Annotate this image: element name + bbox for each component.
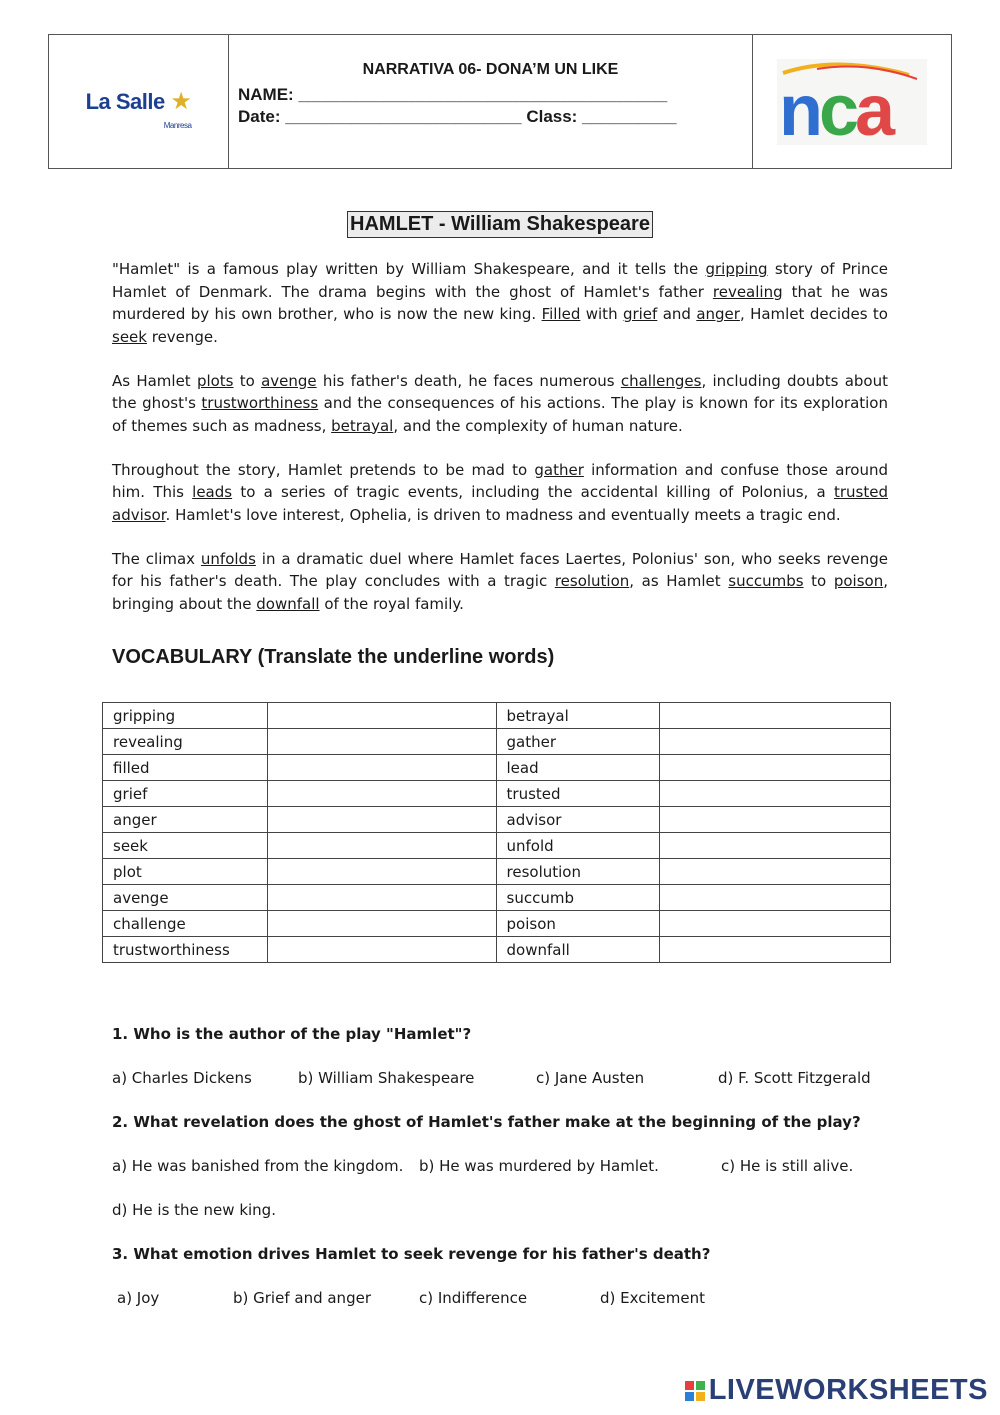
underlined-word: gather xyxy=(534,460,584,479)
translation-input[interactable] xyxy=(660,703,891,729)
translation-input[interactable] xyxy=(660,781,891,807)
underlined-word: leads xyxy=(192,483,233,501)
underlined-word: plots xyxy=(196,371,234,390)
answer-option[interactable]: c) Indifference xyxy=(419,1289,528,1307)
text-run: story of Prince Hamlet of Denmark. The drama begins with the ghost of Hamlet's father xyxy=(112,260,888,301)
vocab-word: gripping xyxy=(103,703,268,729)
underlined-word: resolution xyxy=(554,572,630,590)
question-text: 2. What revelation does the ghost of Hamlet's father make at the beginning of the play? xyxy=(112,1113,861,1131)
translation-input[interactable] xyxy=(267,937,496,963)
translation-input[interactable] xyxy=(267,833,496,859)
star-icon: ★ xyxy=(170,88,192,115)
underlined-word: anger xyxy=(696,305,740,323)
underlined-word: trusted xyxy=(833,483,888,501)
translation-input[interactable] xyxy=(660,885,891,911)
vocab-word: plot xyxy=(103,859,268,885)
translation-input[interactable] xyxy=(267,703,496,729)
translation-input[interactable] xyxy=(660,755,891,781)
vocab-row xyxy=(103,703,891,729)
answer-option[interactable]: d) F. Scott Fitzgerald xyxy=(718,1069,871,1087)
header-info xyxy=(229,35,753,168)
vocab-row xyxy=(103,885,891,911)
document-title-text: HAMLET - William Shakespeare xyxy=(347,211,653,238)
text-run: information and confuse those around him. This xyxy=(112,460,888,501)
vocab-word: succumb xyxy=(496,885,660,911)
text-run: "Hamlet" is a famous play written by William Shakespeare, and it tells the xyxy=(112,260,706,278)
translation-input[interactable] xyxy=(660,729,891,755)
translation-input[interactable] xyxy=(267,781,496,807)
underlined-word: advisor xyxy=(112,505,166,524)
translation-input[interactable] xyxy=(267,729,496,755)
vocab-word: seek xyxy=(103,833,268,859)
text-run: , and the complexity of human nature. xyxy=(393,416,683,435)
question-2 xyxy=(112,1113,861,1131)
vocab-word: grief xyxy=(103,781,268,807)
name-field[interactable]: NAME: _______________________________________ xyxy=(238,85,668,104)
text-run: his father's death, he faces numerous xyxy=(316,371,621,390)
vocab-row xyxy=(103,937,891,963)
underlined-word: challenges xyxy=(620,371,702,390)
text-run: of the royal family. xyxy=(319,594,464,613)
underlined-word: seek xyxy=(112,327,147,346)
underlined-word: avenge xyxy=(261,371,317,390)
vocabulary-heading: VOCABULARY (Translate the underline words) xyxy=(112,646,555,668)
underlined-word: poison xyxy=(833,572,884,590)
text-run: , as Hamlet xyxy=(629,572,729,590)
vocab-row xyxy=(103,859,891,885)
underlined-word: succumbs xyxy=(728,572,804,590)
text-run: to xyxy=(803,572,834,590)
text-run: The climax xyxy=(112,549,201,568)
vocab-row xyxy=(103,911,891,937)
vocab-row xyxy=(103,755,891,781)
vocab-word: avenge xyxy=(103,885,268,911)
answer-option[interactable]: d) Excitement xyxy=(600,1289,705,1307)
translation-input[interactable] xyxy=(267,755,496,781)
vocab-word: filled xyxy=(103,755,268,781)
vocab-word: challenge xyxy=(103,911,268,937)
text-run: with xyxy=(580,305,623,323)
text-run: to a series of tragic events, including the accidental killing of Polonius, a xyxy=(232,483,834,501)
translation-input[interactable] xyxy=(660,833,891,859)
vocab-word: anger xyxy=(103,807,268,833)
paragraph-1 xyxy=(112,258,888,348)
question-3 xyxy=(112,1245,710,1263)
translation-input[interactable] xyxy=(660,807,891,833)
text-run: revenge. xyxy=(146,327,218,346)
text-run: that he was murdered by his own brother, who is now the new king. xyxy=(112,282,888,323)
vocab-word: trusted xyxy=(496,781,660,807)
answer-option[interactable]: a) Charles Dickens xyxy=(112,1069,252,1087)
text-run: , Hamlet decides to xyxy=(739,305,888,323)
question-text: 1. Who is the author of the play "Hamlet"? xyxy=(112,1025,472,1043)
text-run: As Hamlet xyxy=(112,371,197,390)
translation-input[interactable] xyxy=(267,885,496,911)
text-run: and the consequences of his actions. The play is known for its exploration of themes such as madness, xyxy=(112,394,888,435)
text-run: , including doubts about the ghost's xyxy=(112,371,888,412)
svg-text:nca: nca xyxy=(779,70,892,145)
vocab-word: unfold xyxy=(496,833,660,859)
text-run: to xyxy=(233,371,262,390)
nca-logo-graphic xyxy=(777,59,927,145)
translation-input[interactable] xyxy=(267,859,496,885)
translation-input[interactable] xyxy=(660,911,891,937)
underlined-word: grief xyxy=(622,305,658,323)
vocab-word: trustworthiness xyxy=(103,937,268,963)
vocab-word: downfall xyxy=(496,937,660,963)
underlined-word: betrayal xyxy=(331,416,394,435)
answer-option[interactable]: c) He is still alive. xyxy=(721,1157,854,1175)
text-run: Throughout the story, Hamlet pretends to be mad to xyxy=(112,460,535,479)
color-block xyxy=(685,1381,694,1390)
text-run: . Hamlet's love interest, Ophelia, is driven to madness and eventually meets a tragic end. xyxy=(165,505,841,524)
answer-option[interactable]: b) William Shakespeare xyxy=(298,1069,475,1087)
answer-option[interactable]: a) Joy xyxy=(117,1289,160,1307)
vocab-word: resolution xyxy=(496,859,660,885)
question-text: 3. What emotion drives Hamlet to seek revenge for his father's death? xyxy=(112,1245,711,1263)
translation-input[interactable] xyxy=(660,937,891,963)
underlined-word: gripping xyxy=(705,260,768,278)
vocab-word: betrayal xyxy=(496,703,660,729)
liveworksheets-wordmark: LIVEWORKSHEETS xyxy=(708,1374,988,1406)
question-1 xyxy=(112,1025,471,1043)
text-run: and xyxy=(657,305,697,323)
underlined-word: downfall xyxy=(256,594,320,613)
la-salle-logo xyxy=(49,35,229,168)
answer-option[interactable]: b) Grief and anger xyxy=(233,1289,371,1307)
vocabulary-table xyxy=(102,702,891,963)
answer-option[interactable]: d) He is the new king. xyxy=(112,1201,276,1219)
underlined-word: Filled xyxy=(541,305,581,323)
vocab-word: poison xyxy=(496,911,660,937)
translation-input[interactable] xyxy=(660,859,891,885)
la-salle-logo-text: La Salle xyxy=(85,89,165,114)
paragraph-3 xyxy=(112,459,888,527)
liveworksheets-icon xyxy=(685,1381,705,1401)
paragraph-4 xyxy=(112,548,888,616)
answer-option[interactable]: c) Jane Austen xyxy=(536,1069,645,1087)
text-run: in a dramatic duel where Hamlet faces Laertes, Polonius' son, who seeks revenge for his father's death. The play concludes with a tragic xyxy=(112,549,888,590)
underlined-word: revealing xyxy=(712,282,783,301)
vocab-row xyxy=(103,807,891,833)
translation-input[interactable] xyxy=(267,911,496,937)
vocab-word: gather xyxy=(496,729,660,755)
liveworksheets-logo xyxy=(685,1374,988,1407)
vocab-word: revealing xyxy=(103,729,268,755)
color-block xyxy=(696,1392,705,1401)
answer-option[interactable]: a) He was banished from the kingdom. xyxy=(112,1157,404,1175)
color-block xyxy=(685,1392,694,1401)
vocab-row xyxy=(103,781,891,807)
underlined-word: trustworthiness xyxy=(201,394,319,412)
la-salle-logo-sub: Manresa xyxy=(163,121,192,130)
document-title xyxy=(0,211,1000,238)
reading-passage xyxy=(112,258,888,637)
paragraph-2 xyxy=(112,370,888,438)
answer-option[interactable]: b) He was murdered by Hamlet. xyxy=(419,1157,659,1175)
translation-input[interactable] xyxy=(267,807,496,833)
header-box xyxy=(48,34,952,169)
nca-logo xyxy=(753,35,951,168)
text-run: , bringing about the xyxy=(112,572,888,613)
vocab-word: lead xyxy=(496,755,660,781)
date-class-field[interactable]: Date: _________________________ Class: __________ xyxy=(238,107,677,126)
underlined-word: unfolds xyxy=(200,549,256,568)
worksheet-title: NARRATIVA 06- DONA’M UN LIKE xyxy=(362,61,619,78)
vocab-row xyxy=(103,833,891,859)
color-block xyxy=(696,1381,705,1390)
vocab-word: advisor xyxy=(496,807,660,833)
vocab-row xyxy=(103,729,891,755)
